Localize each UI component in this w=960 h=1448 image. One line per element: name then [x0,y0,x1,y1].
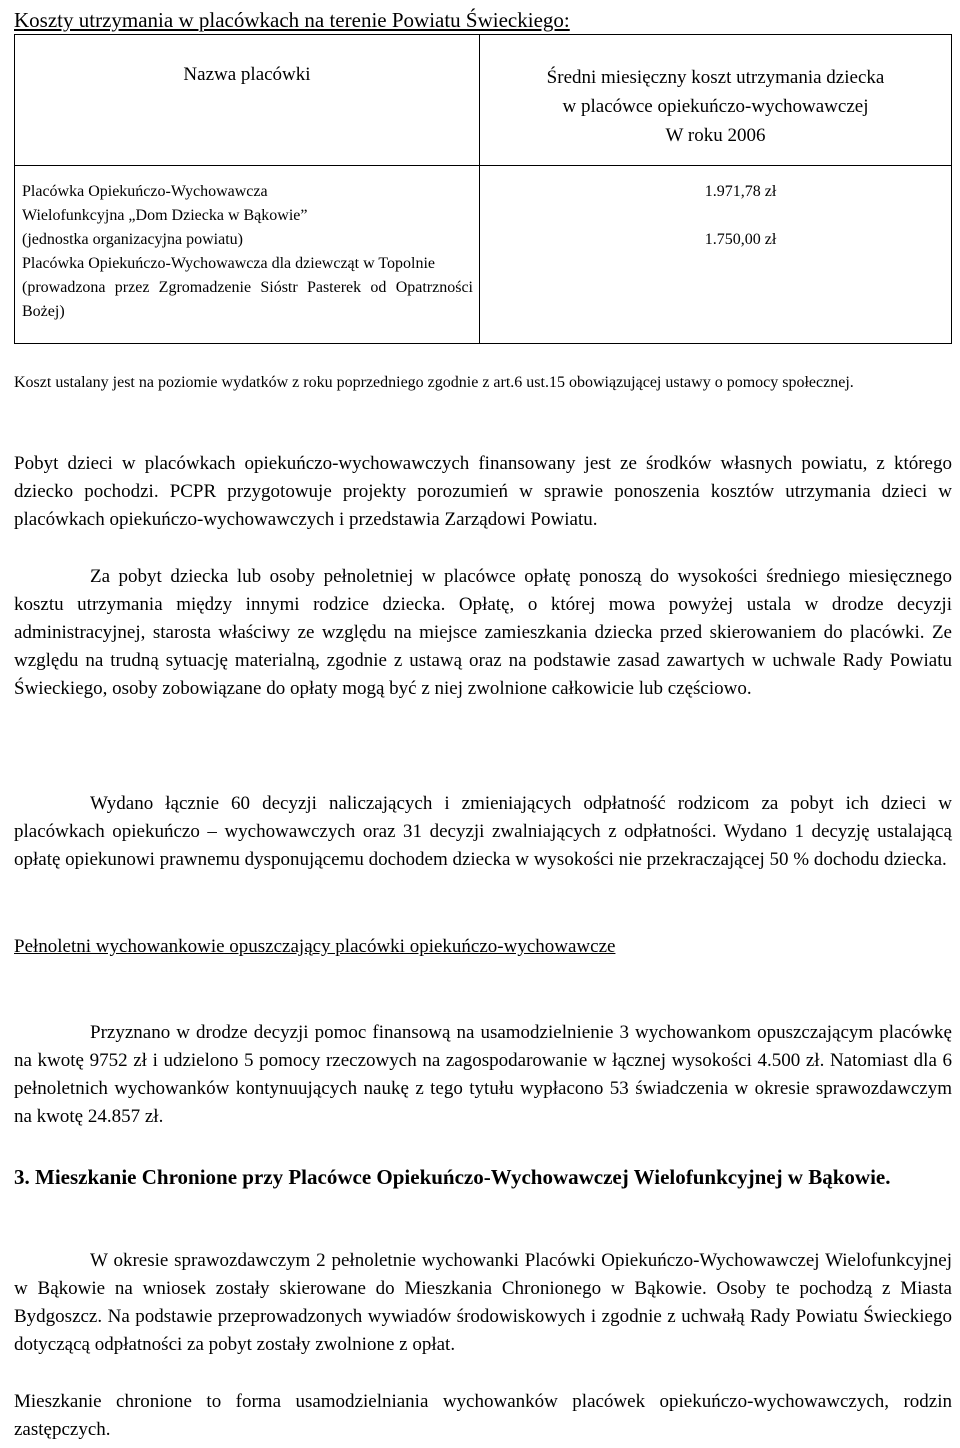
table-header-row [15,35,952,166]
leavers-paragraph: Przyznano w drodze decyzji pomoc finansową na usamodzielnienie 3 wychowankom opuszczającym placówkę na kwotę 9752 zł i udzielono 5 pomocy rzeczowych na zagospodarowanie w łącznej wysokości 4.500 zł. Natomiast dla 6 pełnoletnich wychowanków kontynuujących naukę z tego tytułu wypłacono 53 świadczenia w okresie sprawozdawczym na kwotę 24.857 zł. [14,1022,952,1127]
facility-names-cell [15,166,480,344]
section-3-title: 3. Mieszkanie Chronione przy Placówce Opiekuńczo-Wychowawczej Wielofunkcyjnej w Bąkowie. [14,1165,891,1189]
header-facility-name: Nazwa placówki [15,35,480,166]
facility-1-line2: Wielofunkcyjna „Dom Dziecka w Bąkowie” [22,207,308,224]
cost-note: Koszt ustalany jest na poziomie wydatków z roku poprzedniego zgodnie z art.6 ust.15 obowiązującej ustawy o pomocy społecznej. [14,374,854,391]
funding-paragraph: Pobyt dzieci w placówkach opiekuńczo-wychowawczych finansowany jest ze środków własnych powiatu, z którego dziecko pochodzi. PCPR przygotowuje projekty porozumień w sprawie ponoszenia kosztów utrzymania dzieci w placówkach opiekuńczo-wychowawczych i przedstawia Zarządowi Powiatu. [14,453,952,530]
header-average-cost [480,35,952,166]
table-row [15,166,952,344]
section-3-paragraph-2: Mieszkanie chronione to forma usamodzielniania wychowanków placówek opiekuńczo-wychowawczych, rodzin zastępczych. [14,1391,952,1440]
header-cost-line2: w placówce opiekuńczo-wychowawczej [562,96,869,117]
facility-1-cost: 1.971,78 zł [704,183,777,200]
facility-2-line1: Placówka Opiekuńczo-Wychowawcza dla dziewcząt w Topolnie [22,255,436,272]
section-3-paragraph: W okresie sprawozdawczym 2 pełnoletnie wychowanki Placówki Opiekuńczo-Wychowawczej Wielofunkcyjnej w Bąkowie na wniosek zostały skierowane do Mieszkania Chronionego w Bąkowie. Osoby te pochodzą z Miasta Bydgoszcz. Na podstawie przeprowadzonych wywiadów środowiskowych i zgodnie z uchwałą Rady Powiatu Świeckiego dotyczącą odpłatności za pobyt zostały zwolnione z opłat. [14,1250,952,1355]
decisions-paragraph: Wydano łącznie 60 decyzji naliczających i zmieniających odpłatność rodzicom za pobyt ich dzieci w placówkach opiekuńczo – wychowawczych oraz 31 decyzji zwalniających z odpłatności. Wydano 1 decyzję ustalającą opłatę opiekunowi prawnemu dysponującemu dochodem dziecka w wysokości nie przekraczającej 50 % dochodu dziecka. [14,793,952,870]
cost-table [14,34,952,344]
fees-paragraph: Za pobyt dziecka lub osoby pełnoletniej w placówce opłatę ponoszą do wysokości średniego miesięcznego kosztu utrzymania między innymi rodzice dziecka. Opłatę, o której mowa powyżej ustala w drodze decyzji administracyjnej, starosta właściwy ze względu na miejsce zamieszkania dziecka przed skierowaniem do placówki. Ze względu na trudną sytuację materialną, zgodnie z ustawą oraz na podstawie zasad zawartych w uchwale Rady Powiatu Świeckiego, osoby zobowiązane do opłaty mogą być z niej zwolnione całkowicie lub częściowo. [14,566,952,699]
document-title: Koszty utrzymania w placówkach na terenie Powiatu Świeckiego: [14,8,570,32]
header-cost-line1: Średni miesięczny koszt utrzymania dziecka [546,67,885,88]
facility-1-line3: (jednostka organizacyjna powiatu) [22,231,243,248]
header-cost-line3: W roku 2006 [665,125,766,146]
facility-1-line1: Placówka Opiekuńczo-Wychowawcza [22,183,268,200]
leavers-section-title: Pełnoletni wychowankowie opuszczający placówki opiekuńczo-wychowawcze [14,936,616,957]
facility-2-cost: 1.750,00 zł [704,231,777,248]
facility-2-line2: (prowadzona przez Zgromadzenie Sióstr Pasterek od Opatrzności Bożej) [22,279,473,320]
costs-cell [480,166,952,344]
